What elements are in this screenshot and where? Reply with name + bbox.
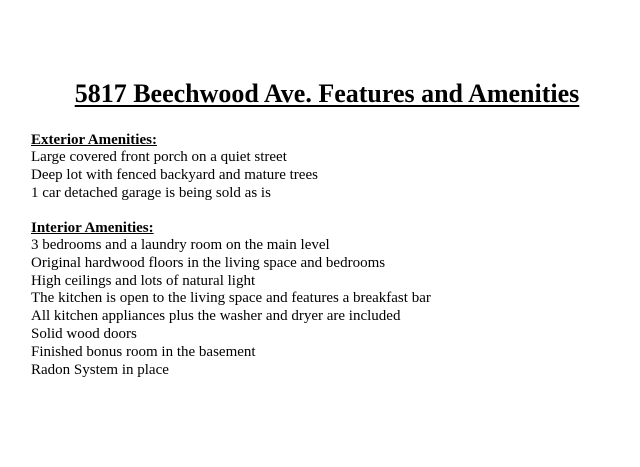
exterior-amenities-list [31,149,631,202]
page-title: 5817 Beechwood Ave. Features and Amenities [74,79,580,108]
interior-amenities-list [31,237,631,379]
list-item: Solid wood doors [31,325,137,342]
section-heading-exterior: Exterior Amenities: [31,132,157,148]
interior-amenities-section [31,219,631,379]
list-item: All kitchen appliances plus the washer and dryer are included [31,308,401,325]
list-item: Deep lot with fenced backyard and mature trees [31,166,318,183]
exterior-amenities-section [31,131,631,202]
list-item: 1 car detached garage is being sold as is [31,184,271,201]
list-item: The kitchen is open to the living space and features a breakfast bar [31,290,431,307]
list-item: Finished bonus room in the basement [31,343,256,360]
list-item: Original hardwood floors in the living space and bedrooms [31,254,386,271]
list-item: 3 bedrooms and a laundry room on the main level [31,237,330,253]
section-heading-interior: Interior Amenities: [31,220,154,236]
list-item: Large covered front porch on a quiet street [31,149,287,165]
list-item: Radon System in place [31,361,169,378]
list-item: High ceilings and lots of natural light [31,272,256,289]
